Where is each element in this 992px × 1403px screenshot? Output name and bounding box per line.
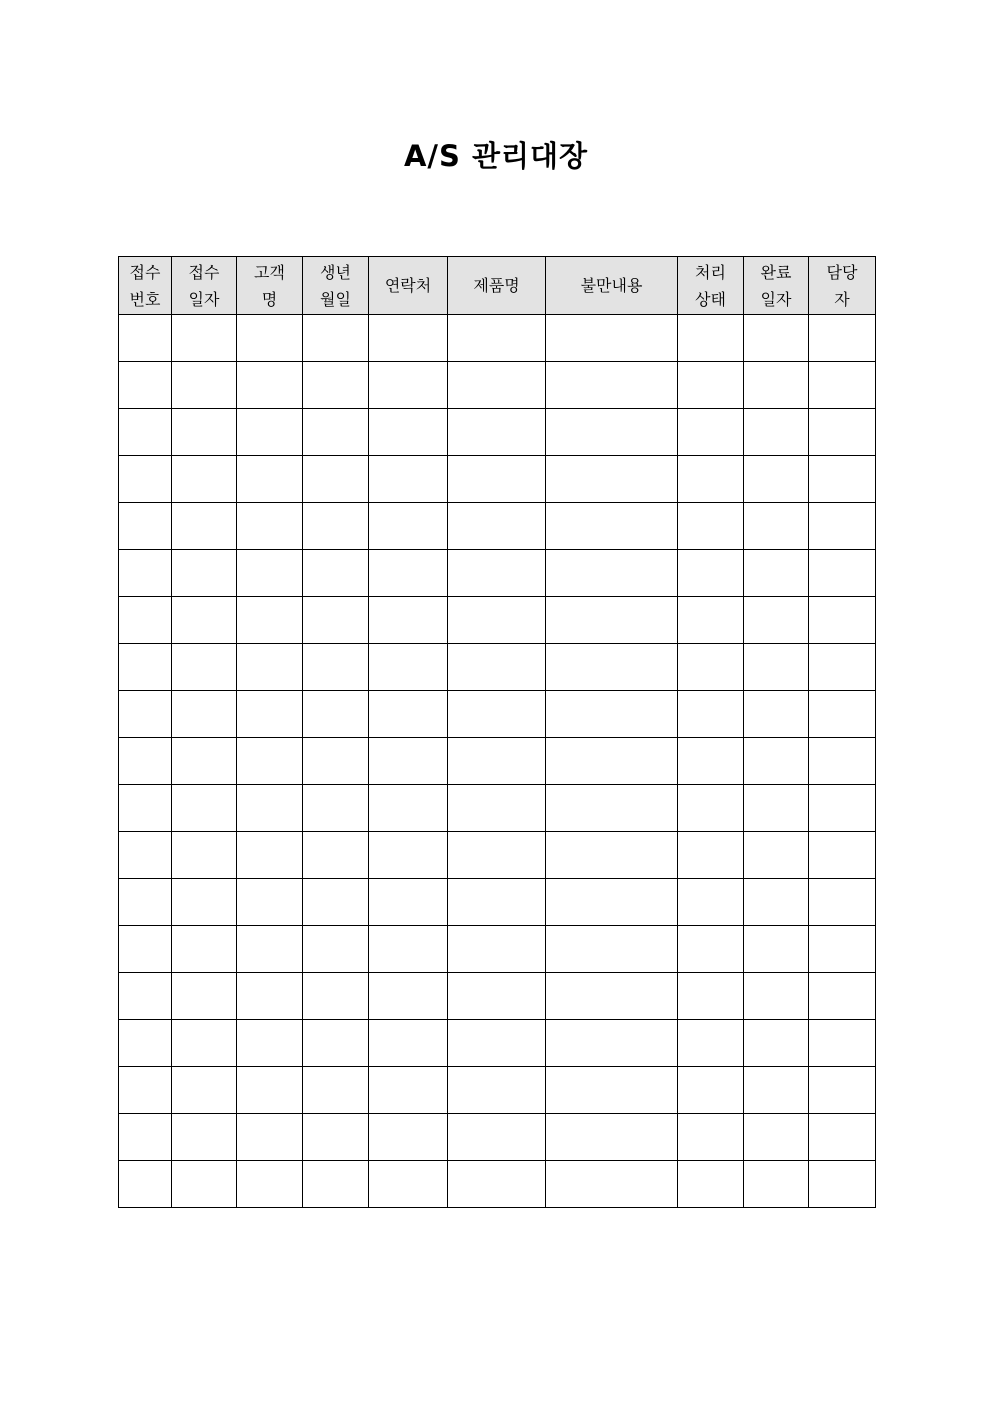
table-cell [546, 1114, 678, 1161]
table-cell [678, 691, 744, 738]
table-cell [237, 1161, 303, 1208]
table-cell [448, 738, 546, 785]
table-cell [448, 409, 546, 456]
table-cell [369, 832, 448, 879]
table-cell [744, 1161, 809, 1208]
table-cell [809, 456, 876, 503]
table-cell [237, 503, 303, 550]
table-cell [744, 973, 809, 1020]
column-header-label: 담당 [826, 262, 858, 282]
table-cell [369, 738, 448, 785]
column-header-label: 제품명 [473, 276, 520, 295]
table-cell [172, 879, 237, 926]
table-cell [369, 1067, 448, 1114]
table-cell [237, 973, 303, 1020]
table-cell [303, 785, 369, 832]
table-cell [678, 362, 744, 409]
table-cell [172, 550, 237, 597]
column-header-label: 일자 [760, 289, 792, 309]
table-cell [369, 597, 448, 644]
table-cell [119, 1114, 172, 1161]
table-cell [303, 738, 369, 785]
table-cell [678, 315, 744, 362]
table-cell [172, 1114, 237, 1161]
column-header [303, 257, 369, 315]
table-cell [172, 362, 237, 409]
column-header-label: 완료 [760, 262, 792, 282]
table-cell [369, 785, 448, 832]
table-row [119, 644, 876, 691]
table-cell [172, 1161, 237, 1208]
table-cell [172, 315, 237, 362]
column-header [678, 257, 744, 315]
table-cell [809, 785, 876, 832]
table-cell [809, 879, 876, 926]
table-cell [172, 456, 237, 503]
column-header [809, 257, 876, 315]
table-cell [546, 362, 678, 409]
table-cell [369, 879, 448, 926]
table-cell [303, 1114, 369, 1161]
table-cell [678, 550, 744, 597]
table-cell [119, 315, 172, 362]
table-cell [546, 691, 678, 738]
table-cell [546, 785, 678, 832]
table-cell [744, 1114, 809, 1161]
table-cell [448, 644, 546, 691]
table-row [119, 785, 876, 832]
table-cell [809, 362, 876, 409]
table-cell [678, 456, 744, 503]
table-cell [448, 1020, 546, 1067]
table-cell [809, 973, 876, 1020]
table-cell [809, 597, 876, 644]
table-cell [237, 550, 303, 597]
table-cell [546, 879, 678, 926]
table-cell [744, 1020, 809, 1067]
table-cell [237, 879, 303, 926]
table-cell [809, 738, 876, 785]
table-cell [809, 409, 876, 456]
table-cell [119, 1161, 172, 1208]
table-cell [119, 879, 172, 926]
column-header-label: 자 [834, 289, 850, 309]
column-header [369, 257, 448, 315]
table-cell [237, 644, 303, 691]
table-cell [809, 644, 876, 691]
table-cell [237, 1020, 303, 1067]
table-cell [744, 550, 809, 597]
table-cell [237, 832, 303, 879]
table-cell [369, 926, 448, 973]
table-cell [678, 1114, 744, 1161]
table-cell [546, 550, 678, 597]
table-cell [369, 456, 448, 503]
table-cell [678, 597, 744, 644]
table-cell [237, 456, 303, 503]
table-cell [744, 691, 809, 738]
table-cell [809, 926, 876, 973]
table-cell [678, 738, 744, 785]
table-cell [546, 644, 678, 691]
table-cell [448, 879, 546, 926]
table-cell [237, 1067, 303, 1114]
table-cell [546, 1020, 678, 1067]
table-cell [448, 456, 546, 503]
table-cell [303, 691, 369, 738]
page-title: A/S 관리대장 [403, 139, 589, 173]
table-row [119, 315, 876, 362]
table-row [119, 1161, 876, 1208]
table-row [119, 1020, 876, 1067]
table-cell [172, 691, 237, 738]
table-cell [546, 1161, 678, 1208]
column-header-label: 연락처 [384, 276, 432, 295]
table-cell [809, 832, 876, 879]
table-cell [119, 550, 172, 597]
table-cell [303, 1067, 369, 1114]
table-cell [303, 973, 369, 1020]
table-cell [744, 409, 809, 456]
table-cell [744, 362, 809, 409]
table-cell [172, 832, 237, 879]
table-cell [237, 409, 303, 456]
table-cell [744, 503, 809, 550]
table-cell [303, 597, 369, 644]
table-cell [369, 315, 448, 362]
table-cell [546, 926, 678, 973]
table-cell [119, 644, 172, 691]
table-cell [546, 832, 678, 879]
column-header [448, 257, 546, 315]
table-cell [744, 926, 809, 973]
table-cell [119, 456, 172, 503]
table-cell [303, 456, 369, 503]
table-cell [744, 738, 809, 785]
table-cell [237, 691, 303, 738]
table-cell [546, 315, 678, 362]
table-cell [546, 597, 678, 644]
table-row [119, 1114, 876, 1161]
table-cell [303, 926, 369, 973]
table-cell [678, 644, 744, 691]
table-cell [119, 503, 172, 550]
table-cell [448, 550, 546, 597]
table-cell [546, 973, 678, 1020]
table-row [119, 879, 876, 926]
table-body [119, 315, 876, 1208]
table-cell [546, 1067, 678, 1114]
table-cell [369, 503, 448, 550]
column-header-label: 명 [261, 289, 278, 309]
table-cell [678, 879, 744, 926]
table-cell [678, 832, 744, 879]
table-cell [303, 315, 369, 362]
column-header [237, 257, 303, 315]
table-cell [369, 973, 448, 1020]
table-cell [546, 409, 678, 456]
table-cell [369, 691, 448, 738]
column-header-label: 고객 [254, 262, 285, 282]
table-cell [172, 644, 237, 691]
column-header-label: 처리 [695, 262, 726, 282]
table-cell [678, 785, 744, 832]
table-row [119, 973, 876, 1020]
table-cell [678, 926, 744, 973]
table-cell [119, 409, 172, 456]
table-cell [119, 738, 172, 785]
table-row [119, 738, 876, 785]
table-cell [546, 738, 678, 785]
table-cell [744, 315, 809, 362]
table-cell [546, 503, 678, 550]
table-cell [172, 409, 237, 456]
table-cell [172, 973, 237, 1020]
table-cell [172, 503, 237, 550]
table-cell [172, 785, 237, 832]
table-row [119, 832, 876, 879]
table-cell [303, 550, 369, 597]
table-cell [809, 1020, 876, 1067]
table-cell [303, 879, 369, 926]
table-row [119, 456, 876, 503]
table-cell [448, 926, 546, 973]
table-cell [119, 597, 172, 644]
column-header-label: 생년 [320, 262, 351, 282]
table-cell [237, 315, 303, 362]
table-cell [369, 409, 448, 456]
table-cell [303, 1020, 369, 1067]
table-cell [448, 973, 546, 1020]
table-cell [172, 1067, 237, 1114]
table-row [119, 926, 876, 973]
table-cell [744, 1067, 809, 1114]
table-cell [678, 1067, 744, 1114]
column-header-label: 접수 [129, 262, 161, 282]
column-header-label: 접수 [188, 262, 220, 282]
table-row [119, 691, 876, 738]
table-cell [369, 644, 448, 691]
table-cell [809, 1067, 876, 1114]
table-cell [303, 362, 369, 409]
column-header-label: 번호 [129, 289, 161, 309]
table-cell [119, 973, 172, 1020]
column-header-label: 일자 [188, 289, 220, 309]
table-cell [119, 832, 172, 879]
column-header [546, 257, 678, 315]
table-header-row [119, 257, 876, 315]
table-cell [237, 785, 303, 832]
table-cell [809, 691, 876, 738]
table-cell [744, 879, 809, 926]
table-cell [303, 503, 369, 550]
table-cell [237, 738, 303, 785]
table-cell [369, 1114, 448, 1161]
table-cell [744, 785, 809, 832]
table-cell [744, 456, 809, 503]
table-cell [744, 832, 809, 879]
table-cell [448, 1067, 546, 1114]
table-cell [172, 597, 237, 644]
column-header-label: 상태 [695, 289, 726, 309]
table-cell [448, 503, 546, 550]
table-row [119, 362, 876, 409]
table-cell [237, 1114, 303, 1161]
table-cell [448, 691, 546, 738]
table-cell [448, 1114, 546, 1161]
column-header [744, 257, 809, 315]
table-cell [119, 691, 172, 738]
table-cell [119, 1020, 172, 1067]
table-cell [448, 832, 546, 879]
table-cell [678, 503, 744, 550]
table-cell [744, 644, 809, 691]
table-cell [369, 1020, 448, 1067]
table-row [119, 597, 876, 644]
column-header-label: 불만내용 [580, 276, 643, 295]
table-cell [546, 456, 678, 503]
as-register-table [118, 256, 876, 1208]
table-row [119, 503, 876, 550]
table-cell [303, 832, 369, 879]
table-cell [237, 597, 303, 644]
table-cell [448, 362, 546, 409]
table-cell [678, 1161, 744, 1208]
table-cell [303, 409, 369, 456]
table-cell [237, 362, 303, 409]
table-cell [303, 644, 369, 691]
table-cell [448, 1161, 546, 1208]
table-cell [448, 785, 546, 832]
table-cell [678, 409, 744, 456]
table-row [119, 550, 876, 597]
column-header [119, 257, 172, 315]
table-cell [369, 1161, 448, 1208]
table-cell [119, 362, 172, 409]
table-cell [369, 362, 448, 409]
table-cell [369, 550, 448, 597]
table-cell [119, 785, 172, 832]
table-cell [303, 1161, 369, 1208]
table-cell [809, 550, 876, 597]
column-header-label: 월일 [320, 289, 351, 309]
table-cell [119, 926, 172, 973]
table-cell [119, 1067, 172, 1114]
table-cell [809, 1161, 876, 1208]
table-cell [172, 738, 237, 785]
table-cell [172, 1020, 237, 1067]
table-cell [678, 1020, 744, 1067]
table-cell [237, 926, 303, 973]
table-row [119, 1067, 876, 1114]
column-header [172, 257, 237, 315]
table-cell [809, 503, 876, 550]
table-cell [448, 315, 546, 362]
table-cell [448, 597, 546, 644]
table-row [119, 409, 876, 456]
table-cell [809, 315, 876, 362]
table-cell [744, 597, 809, 644]
table-cell [809, 1114, 876, 1161]
table-cell [678, 973, 744, 1020]
table-cell [172, 926, 237, 973]
